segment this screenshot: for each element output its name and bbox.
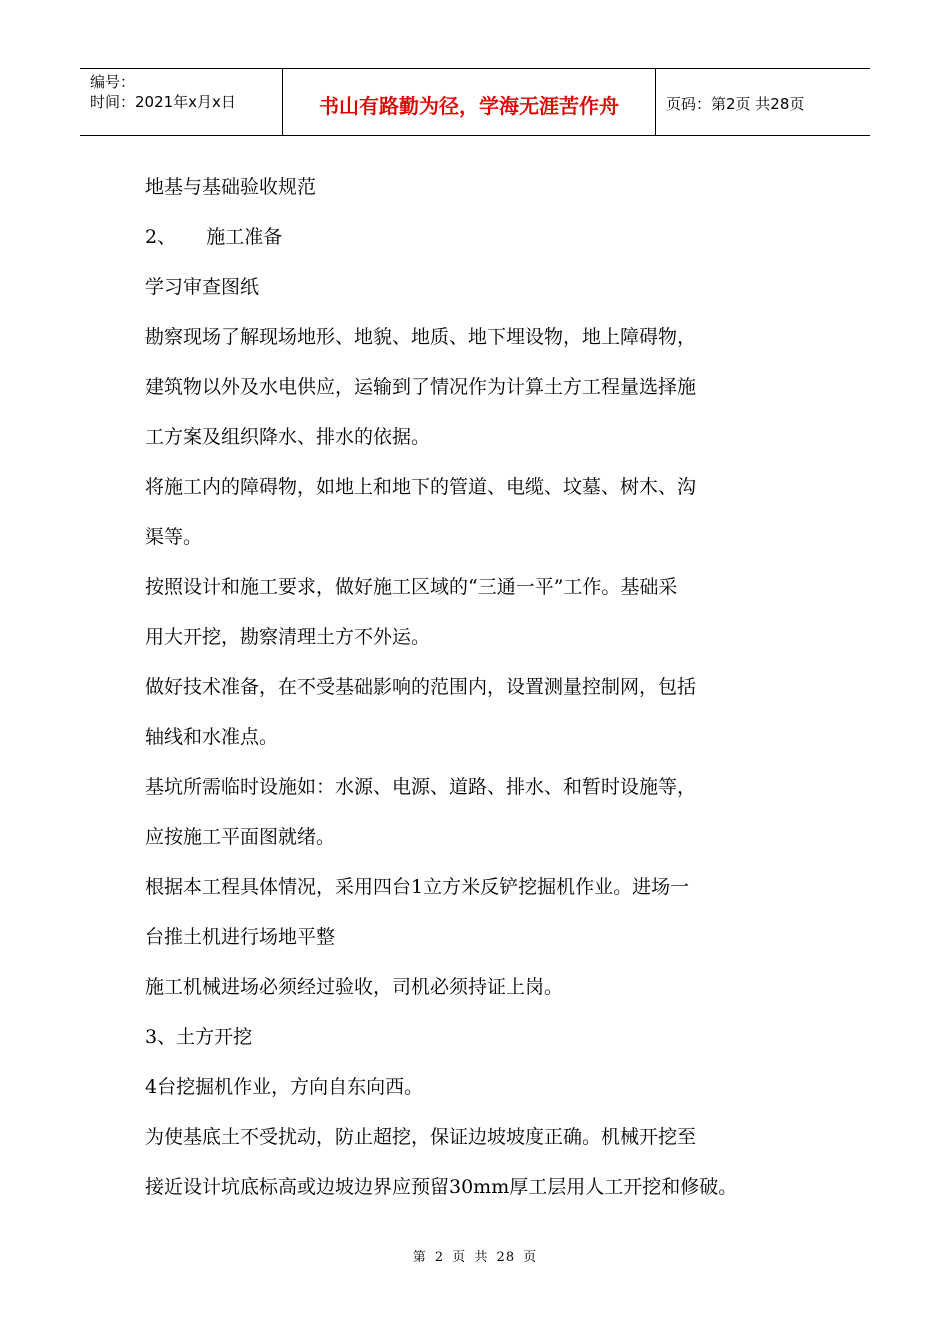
text-line: 基坑所需临时设施如：水源、电源、道路、排水、和暂时设施等， xyxy=(145,776,697,798)
section-heading: 3、土方开挖 xyxy=(145,1026,253,1048)
text-line: 勘察现场了解现场地形、地貌、地质、地下埋设物，地上障碍物， xyxy=(145,326,697,348)
document-body xyxy=(145,162,825,1212)
text-line: 根据本工程具体情况，采用四台1立方米反铲挖掘机作业。进场一 xyxy=(145,876,690,898)
header-page-info: 页码：第2页 共28页 xyxy=(666,94,805,113)
section-heading: 2、 施工准备 xyxy=(145,226,283,248)
text-line: 渠等。 xyxy=(145,526,203,548)
header-meta xyxy=(80,69,282,135)
text-line: 台推土机进行场地平整 xyxy=(145,926,336,948)
text-line: 用大开挖，勘察清理土方不外运。 xyxy=(145,626,431,648)
text-line: 施工机械进场必须经过验收，司机必须持证上岗。 xyxy=(145,976,564,998)
page-header xyxy=(80,68,870,136)
number-label: 编号： xyxy=(90,73,136,91)
text-line: 轴线和水准点。 xyxy=(145,726,279,748)
text-line: 应按施工平面图就绪。 xyxy=(145,826,336,848)
header-motto: 书山有路勤为径，学海无涯苦作舟 xyxy=(282,69,656,135)
text-line: 为使基底土不受扰动，防止超挖，保证边坡坡度正确。机械开挖至 xyxy=(145,1126,697,1148)
text-line: 做好技术准备，在不受基础影响的范围内，设置测量控制网，包括 xyxy=(145,676,697,698)
text-line: 接近设计坑底标高或边坡边界应预留30mm厚工层用人工开挖和修破。 xyxy=(145,1176,738,1198)
text-line: 4台挖掘机作业，方向自东向西。 xyxy=(145,1076,424,1098)
text-line: 地基与基础验收规范 xyxy=(145,176,317,198)
text-line: 工方案及组织降水、排水的依据。 xyxy=(145,426,431,448)
text-line: 建筑物以外及水电供应，运输到了情况作为计算土方工程量选择施 xyxy=(145,376,697,398)
text-line: 将施工内的障碍物，如地上和地下的管道、电缆、坟墓、树木、沟 xyxy=(145,476,697,498)
page-footer: 第 2 页 共 28 页 xyxy=(412,1250,538,1265)
text-line: 按照设计和施工要求，做好施工区域的“三通一平”工作。基础采 xyxy=(145,576,678,598)
date-label: 时间：2021年x月x日 xyxy=(90,93,236,111)
text-line: 学习审查图纸 xyxy=(145,276,260,298)
